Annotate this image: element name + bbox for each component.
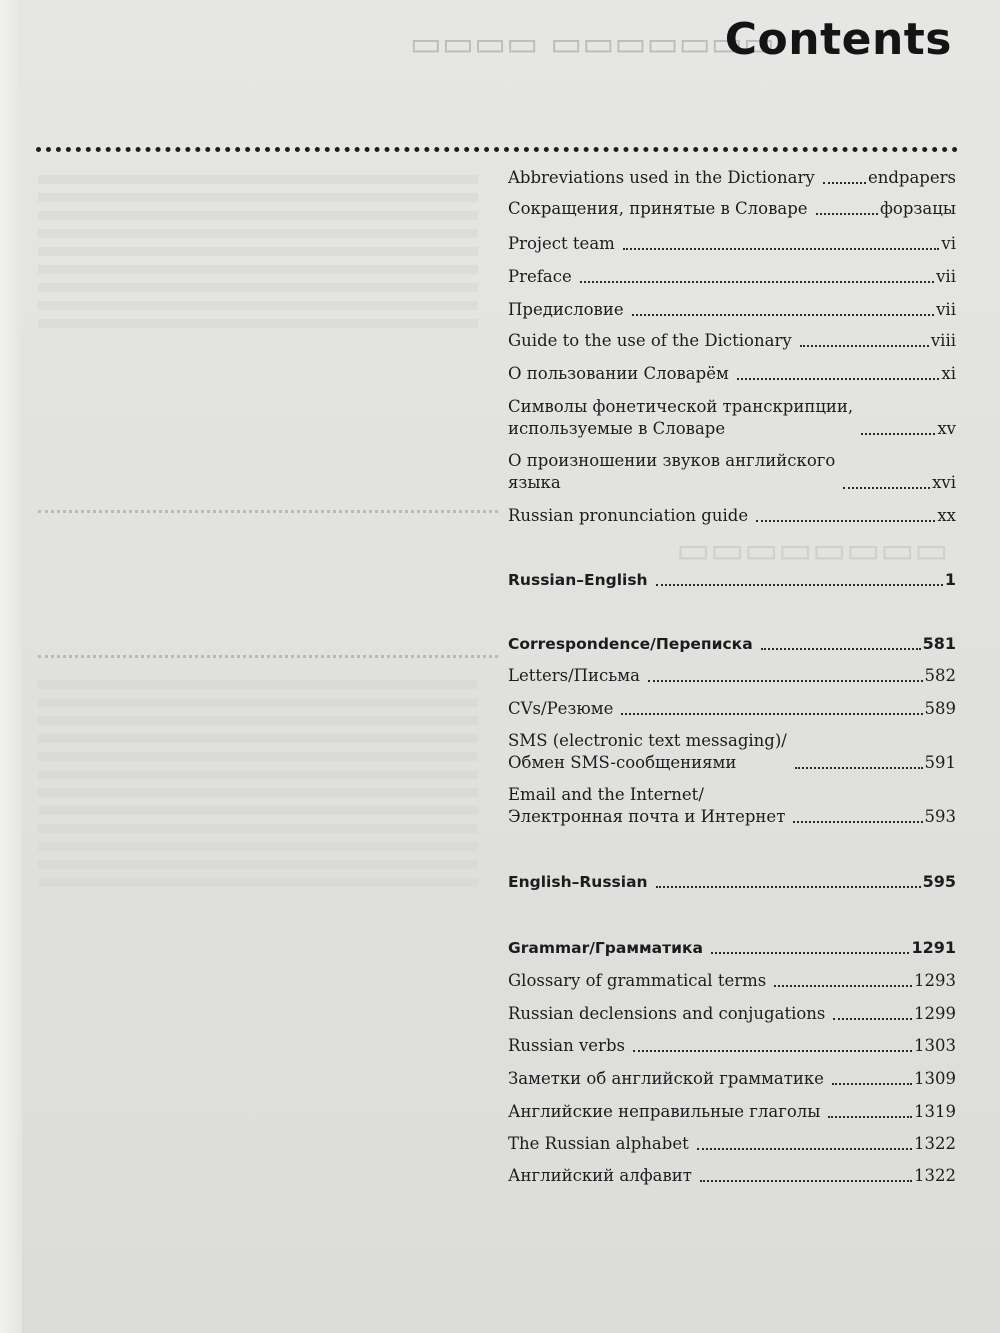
leader-dots [621, 713, 922, 715]
leader-dots [833, 1018, 912, 1020]
toc-entry-label-line2: Обмен SMS-сообщениями [508, 753, 737, 772]
toc-entry-label: Заметки об английской грамматике [508, 1069, 824, 1088]
leader-dots [795, 767, 923, 769]
toc-entry[interactable] [508, 1068, 956, 1090]
toc-section-heading[interactable] [508, 569, 956, 591]
toc-entry-label-line1: SMS (electronic text messaging)/ [508, 731, 787, 750]
toc-entry-label: Project team [508, 234, 615, 253]
toc-entry-label: Letters/Письма [508, 666, 640, 685]
toc-entry-label: Предисловие [508, 300, 624, 319]
toc-entry-label: Guide to the use of the Dictionary [508, 331, 792, 350]
leader-dots [761, 648, 921, 650]
toc-entry-label-line1: О произношении звуков английского [508, 451, 836, 470]
toc-entry-label: Grammar/Грамматика [508, 939, 703, 957]
leader-dots [756, 520, 935, 522]
toc-entry-label [508, 450, 835, 494]
leader-dots [656, 584, 943, 586]
page-title: Contents [724, 14, 952, 65]
leader-dots [633, 1050, 912, 1052]
leader-dots [737, 378, 940, 380]
toc-entry-page: viii [930, 331, 956, 350]
show-through-rule [38, 655, 498, 658]
toc-entry-page: vi [941, 234, 956, 253]
toc-entry-page: 1319 [914, 1102, 956, 1121]
leader-dots [648, 680, 923, 682]
toc-entry[interactable] [508, 784, 956, 828]
show-through-paragraph [38, 680, 478, 890]
toc-entry-page: 1322 [914, 1134, 956, 1153]
leader-dots [861, 433, 935, 435]
toc-entry[interactable] [508, 730, 956, 774]
toc-entry-page: xvi [932, 473, 956, 492]
leader-dots [828, 1116, 912, 1118]
toc-entry[interactable] [508, 233, 956, 255]
page-gutter-shadow [0, 0, 22, 1333]
toc-entry[interactable] [508, 1165, 956, 1187]
toc-entry-label: The Russian alphabet [508, 1134, 689, 1153]
toc-entry-page: 591 [924, 753, 956, 772]
toc-entry[interactable] [508, 1003, 956, 1025]
toc-entry-page: 1309 [914, 1069, 956, 1088]
toc-entry-page: 1291 [911, 938, 956, 957]
leader-dots [697, 1148, 912, 1150]
toc-entry-label [508, 396, 853, 440]
toc-entry-label-line1: Символы фонетической транскрипции, [508, 397, 854, 416]
toc-entry-label [508, 784, 785, 828]
toc-entry[interactable] [508, 396, 956, 440]
toc-entry-label: Abbreviations used in the Dictionary [508, 168, 815, 187]
leader-dots [793, 821, 922, 823]
toc-entry-label: Английский алфавит [508, 1166, 692, 1185]
toc-entry[interactable] [508, 266, 956, 288]
toc-entry-page: 593 [924, 807, 956, 826]
toc-entry-label: Preface [508, 267, 572, 286]
toc-section-heading[interactable] [508, 871, 956, 893]
toc-entry-page: 1303 [914, 1036, 956, 1055]
leader-dots [774, 985, 912, 987]
show-through-heading: ▭▭▭▭ ▭▭▭▭▭▭▭ [409, 24, 775, 64]
toc-entry-label-line2: языка [508, 473, 561, 492]
toc-entry-label-line2: используемые в Словаре [508, 419, 726, 438]
toc-section-heading[interactable] [508, 937, 956, 959]
toc-entry-page: xi [941, 364, 956, 383]
toc-entry-page: vii [936, 267, 956, 286]
leader-dots [711, 952, 910, 954]
leader-dots [656, 886, 921, 888]
leader-dots [800, 345, 929, 347]
toc-entry-label [508, 730, 787, 774]
leader-dots [832, 1083, 912, 1085]
toc-entry-page: endpapers [867, 168, 956, 187]
toc-entry-label: Сокращения, принятые в Словаре [508, 199, 808, 218]
toc-entry[interactable] [508, 1035, 956, 1057]
toc-entry-page: 1 [944, 570, 956, 589]
toc-entry[interactable] [508, 665, 956, 687]
toc-entry-page: 589 [924, 699, 956, 718]
toc-entry-page: 595 [922, 872, 956, 891]
show-through-paragraph [38, 175, 478, 335]
toc-entry-label: Английские неправильные глаголы [508, 1102, 821, 1121]
leader-dots [700, 1180, 912, 1182]
toc-entry-page: 1299 [914, 1004, 956, 1023]
toc-entry[interactable] [508, 450, 956, 494]
toc-entry[interactable] [508, 198, 956, 220]
toc-entry[interactable] [508, 505, 956, 527]
toc-entry-page: xv [937, 419, 956, 438]
toc-entry[interactable] [508, 363, 956, 385]
toc-entry-label-line2: Электронная почта и Интернет [508, 807, 786, 826]
toc-entry[interactable] [508, 330, 956, 352]
toc-entry-label-line1: Email and the Internet/ [508, 785, 704, 804]
toc-entry-label: Russian verbs [508, 1036, 625, 1055]
toc-entry-label: Russian pronunciation guide [508, 506, 749, 525]
leader-dots [580, 281, 934, 283]
toc-entry-page: 582 [924, 666, 956, 685]
title-dotted-rule [36, 147, 958, 152]
show-through-heading: ▭▭▭▭▭▭▭▭ [676, 530, 949, 571]
leader-dots [843, 487, 930, 489]
toc-entry-label: English–Russian [508, 873, 648, 891]
toc-entry-label: Glossary of grammatical terms [508, 971, 767, 990]
toc-entry-page: 581 [922, 634, 956, 653]
toc-entry[interactable] [508, 167, 956, 189]
toc-entry-page: форзацы [880, 199, 956, 218]
toc-entry-page: vii [936, 300, 956, 319]
toc-entry[interactable] [508, 1101, 956, 1123]
toc-section-heading[interactable] [508, 633, 956, 655]
toc-entry[interactable] [508, 698, 956, 720]
leader-dots [623, 248, 940, 250]
toc-entry-label: О пользовании Словарём [508, 364, 729, 383]
toc-entry[interactable] [508, 299, 956, 321]
toc-entry-label: Correspondence/Переписка [508, 635, 753, 653]
toc-entry[interactable] [508, 1133, 956, 1155]
toc-entry-page: xx [937, 506, 956, 525]
toc-entry-page: 1293 [914, 971, 956, 990]
toc-entry[interactable] [508, 970, 956, 992]
show-through-rule [38, 510, 498, 513]
leader-dots [823, 182, 866, 184]
leader-dots [632, 314, 935, 316]
leader-dots [816, 213, 878, 215]
toc-entry-page: 1322 [914, 1166, 956, 1185]
toc-entry-label: Russian–English [508, 571, 648, 589]
toc-entry-label: Russian declensions and conjugations [508, 1004, 826, 1023]
toc-entry-label: CVs/Резюме [508, 699, 614, 718]
